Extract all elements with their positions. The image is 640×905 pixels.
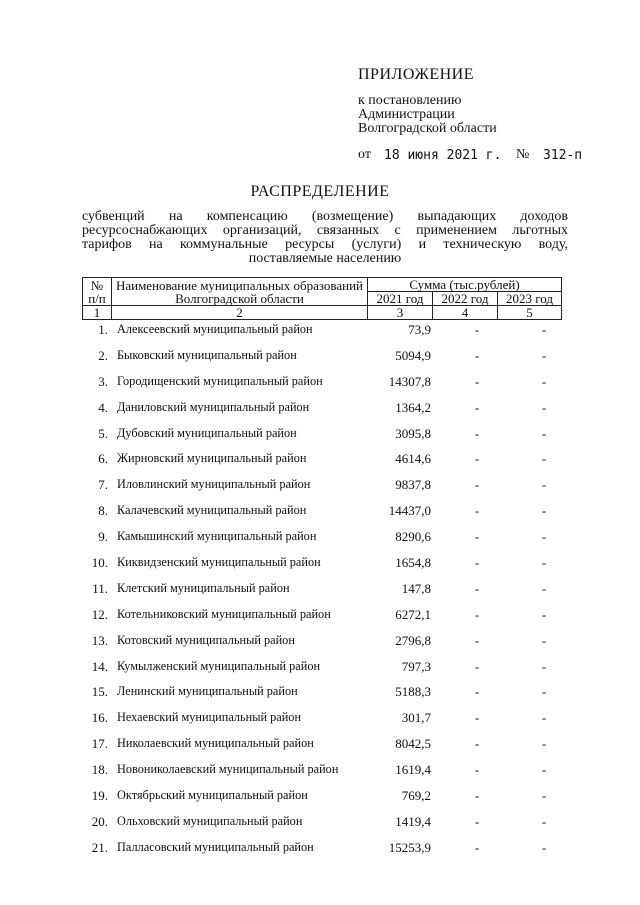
amount-2023: - (541, 710, 547, 726)
table-row (82, 788, 572, 814)
amount-2022: - (474, 736, 480, 752)
table-row (82, 684, 572, 710)
amount-2021: 14437,0 (388, 503, 431, 519)
amount-2021: 1654,8 (395, 555, 431, 571)
municipality-name: Клетский муниципальный район (117, 580, 290, 595)
amount-2021: 5188,3 (395, 684, 431, 700)
amount-2023: - (541, 839, 547, 855)
table-row (82, 426, 572, 452)
amount-2021: 5094,9 (395, 347, 431, 363)
amount-2021: 301,7 (401, 710, 431, 726)
document-title: РАСПРЕДЕЛЕНИЕ (250, 183, 390, 200)
row-number: 4. (98, 399, 108, 415)
amount-2023: - (541, 813, 547, 829)
municipality-name: Дубовский муниципальный район (117, 425, 297, 440)
table-row (82, 451, 572, 477)
annex-title: ПРИЛОЖЕНИЕ (358, 66, 475, 83)
table-row (82, 322, 572, 348)
amount-2022: - (474, 710, 480, 726)
amount-2022: - (474, 322, 480, 337)
amount-2023: - (541, 451, 547, 467)
municipality-name: Котовский муниципальный район (117, 632, 295, 647)
subtitle-line-1: субвенций на компенсацию (возмещение) выпадающих доходов (82, 209, 568, 224)
amount-2023: - (541, 347, 547, 363)
table-row (82, 581, 572, 607)
amount-2023: - (541, 736, 547, 752)
amount-2023: - (541, 555, 547, 571)
row-number: 5. (98, 425, 108, 441)
subtitle-line-2: ресурсоснабжающих организаций, связанных с применением льготных (82, 223, 568, 238)
amount-2023: - (541, 658, 547, 674)
amount-2022: - (474, 347, 480, 363)
amount-2022: - (474, 658, 480, 674)
amount-2022: - (474, 762, 480, 778)
table-row (82, 710, 572, 736)
col-number-4: 4 (433, 306, 498, 320)
header-year-2021: 2021 год (368, 292, 433, 306)
subtitle-line-3: тарифов на коммунальные ресурсы (услуги) и техническую воду, (82, 237, 568, 252)
row-number: 15. (91, 684, 108, 700)
amount-2022: - (474, 839, 480, 855)
amount-2021: 15253,9 (388, 839, 431, 855)
municipality-name: Кумылженский муниципальный район (117, 658, 321, 673)
row-number: 9. (98, 529, 108, 545)
row-number: 21. (91, 839, 108, 855)
amount-2022: - (474, 425, 480, 441)
resolution-date: 18 июня 2021 г. (384, 148, 502, 163)
amount-2021: 147,8 (401, 580, 431, 596)
table-row (82, 529, 572, 555)
col-number-1: 1 (83, 306, 112, 320)
row-number: 2. (98, 347, 108, 363)
amount-2022: - (474, 606, 480, 622)
table-row (82, 659, 572, 685)
row-number: 19. (91, 788, 108, 804)
municipality-name: Городищенский муниципальный район (117, 373, 323, 388)
amount-2021: 1419,4 (395, 813, 431, 829)
amount-2022: - (474, 477, 480, 493)
amount-2023: - (541, 788, 547, 804)
date-prefix: от (358, 147, 371, 162)
row-number: 1. (98, 322, 108, 337)
annex-line-3: Волгоградской области (358, 121, 497, 136)
municipality-name: Котельниковский муниципальный район (117, 606, 331, 621)
header-name-line2: Волгоградской области (175, 290, 304, 306)
amount-2022: - (474, 632, 480, 648)
municipality-name: Калачевский муниципальный район (117, 503, 307, 518)
amount-2023: - (541, 529, 547, 545)
amount-2022: - (474, 580, 480, 596)
header-name-line1: Наименование муниципальных образований (115, 277, 364, 293)
col-number-2: 2 (112, 306, 368, 320)
table-row (82, 814, 572, 840)
municipality-name: Новониколаевский муниципальный район (117, 762, 339, 777)
municipality-name: Палласовский муниципальный район (117, 839, 314, 854)
amount-2022: - (474, 503, 480, 519)
municipality-name: Даниловский муниципальный район (117, 399, 310, 414)
amount-2023: - (541, 373, 547, 389)
amount-2021: 8042,5 (395, 736, 431, 752)
number-sign: № (516, 147, 530, 162)
amount-2022: - (474, 399, 480, 415)
row-number: 11. (92, 580, 108, 596)
municipality-name: Киквидзенский муниципальный район (117, 555, 321, 570)
municipality-name: Октябрьский муниципальный район (117, 788, 308, 803)
municipality-name: Ленинский муниципальный район (117, 684, 298, 699)
subtitle-line-4: поставляемые населению (248, 251, 402, 266)
table-row (82, 555, 572, 581)
row-number: 10. (91, 555, 108, 571)
municipality-name: Быковский муниципальный район (117, 347, 297, 362)
annex-line-1: к постановлению (358, 93, 462, 108)
amount-2023: - (541, 684, 547, 700)
amount-2021: 797,3 (401, 658, 431, 674)
header-num-line2: п/п (88, 290, 106, 306)
table-row (82, 374, 572, 400)
header-year-2022: 2022 год (433, 292, 498, 306)
header-name-cell (112, 278, 368, 306)
row-number: 6. (98, 451, 108, 467)
row-number: 17. (91, 736, 108, 752)
municipality-name: Николаевский муниципальный район (117, 736, 314, 751)
amount-2023: - (541, 762, 547, 778)
amount-2023: - (541, 606, 547, 622)
amount-2021: 73,9 (408, 322, 431, 337)
header-year-2023: 2023 год (498, 292, 562, 306)
document-subtitle (82, 210, 568, 266)
table-body (82, 322, 572, 866)
row-number: 18. (91, 762, 108, 778)
table-row (82, 400, 572, 426)
municipality-name: Нехаевский муниципальный район (117, 710, 302, 725)
amount-2023: - (541, 322, 547, 337)
amount-2022: - (474, 788, 480, 804)
col-number-3: 3 (368, 306, 433, 320)
amount-2023: - (541, 632, 547, 648)
table-header (82, 277, 562, 320)
row-number: 3. (98, 373, 108, 389)
amount-2021: 3095,8 (395, 425, 431, 441)
header-sum-cell: Сумма (тыс.рублей) (368, 278, 562, 292)
col-number-5: 5 (498, 306, 562, 320)
amount-2022: - (474, 373, 480, 389)
resolution-number: 312-п (543, 148, 583, 163)
amount-2021: 9837,8 (395, 477, 431, 493)
amount-2023: - (541, 399, 547, 415)
table-row (82, 762, 572, 788)
amount-2021: 14307,8 (388, 373, 431, 389)
amount-2021: 769,2 (401, 788, 431, 804)
row-number: 16. (91, 710, 108, 726)
amount-2023: - (541, 425, 547, 441)
row-number: 8. (98, 503, 108, 519)
table-row (82, 736, 572, 762)
amount-2021: 4614,6 (395, 451, 431, 467)
amount-2022: - (474, 555, 480, 571)
row-number: 13. (91, 632, 108, 648)
row-number: 20. (91, 813, 108, 829)
amount-2023: - (541, 477, 547, 493)
table-row (82, 607, 572, 633)
municipality-name: Жирновский муниципальный район (117, 451, 307, 466)
amount-2022: - (474, 684, 480, 700)
amount-2023: - (541, 503, 547, 519)
table-row (82, 633, 572, 659)
header-num-line1: № (90, 277, 104, 293)
amount-2023: - (541, 580, 547, 596)
row-number: 7. (98, 477, 108, 493)
table-row (82, 840, 572, 866)
header-num-cell (83, 278, 112, 306)
amount-2021: 2796,8 (395, 632, 431, 648)
municipality-name: Камышинский муниципальный район (117, 529, 317, 544)
table-row (82, 477, 572, 503)
amount-2022: - (474, 451, 480, 467)
municipality-name: Ольховский муниципальный район (117, 813, 303, 828)
annex-line-2: Администрации (358, 107, 455, 122)
amount-2021: 6272,1 (395, 606, 431, 622)
row-number: 14. (91, 658, 108, 674)
table-row (82, 503, 572, 529)
municipality-name: Иловлинский муниципальный район (117, 477, 311, 492)
amount-2021: 1364,2 (395, 399, 431, 415)
amount-2021: 1619,4 (395, 762, 431, 778)
row-number: 12. (91, 606, 108, 622)
amount-2022: - (474, 813, 480, 829)
amount-2022: - (474, 529, 480, 545)
municipality-name: Алексеевский муниципальный район (117, 322, 313, 336)
table-row (82, 348, 572, 374)
amount-2021: 8290,6 (395, 529, 431, 545)
